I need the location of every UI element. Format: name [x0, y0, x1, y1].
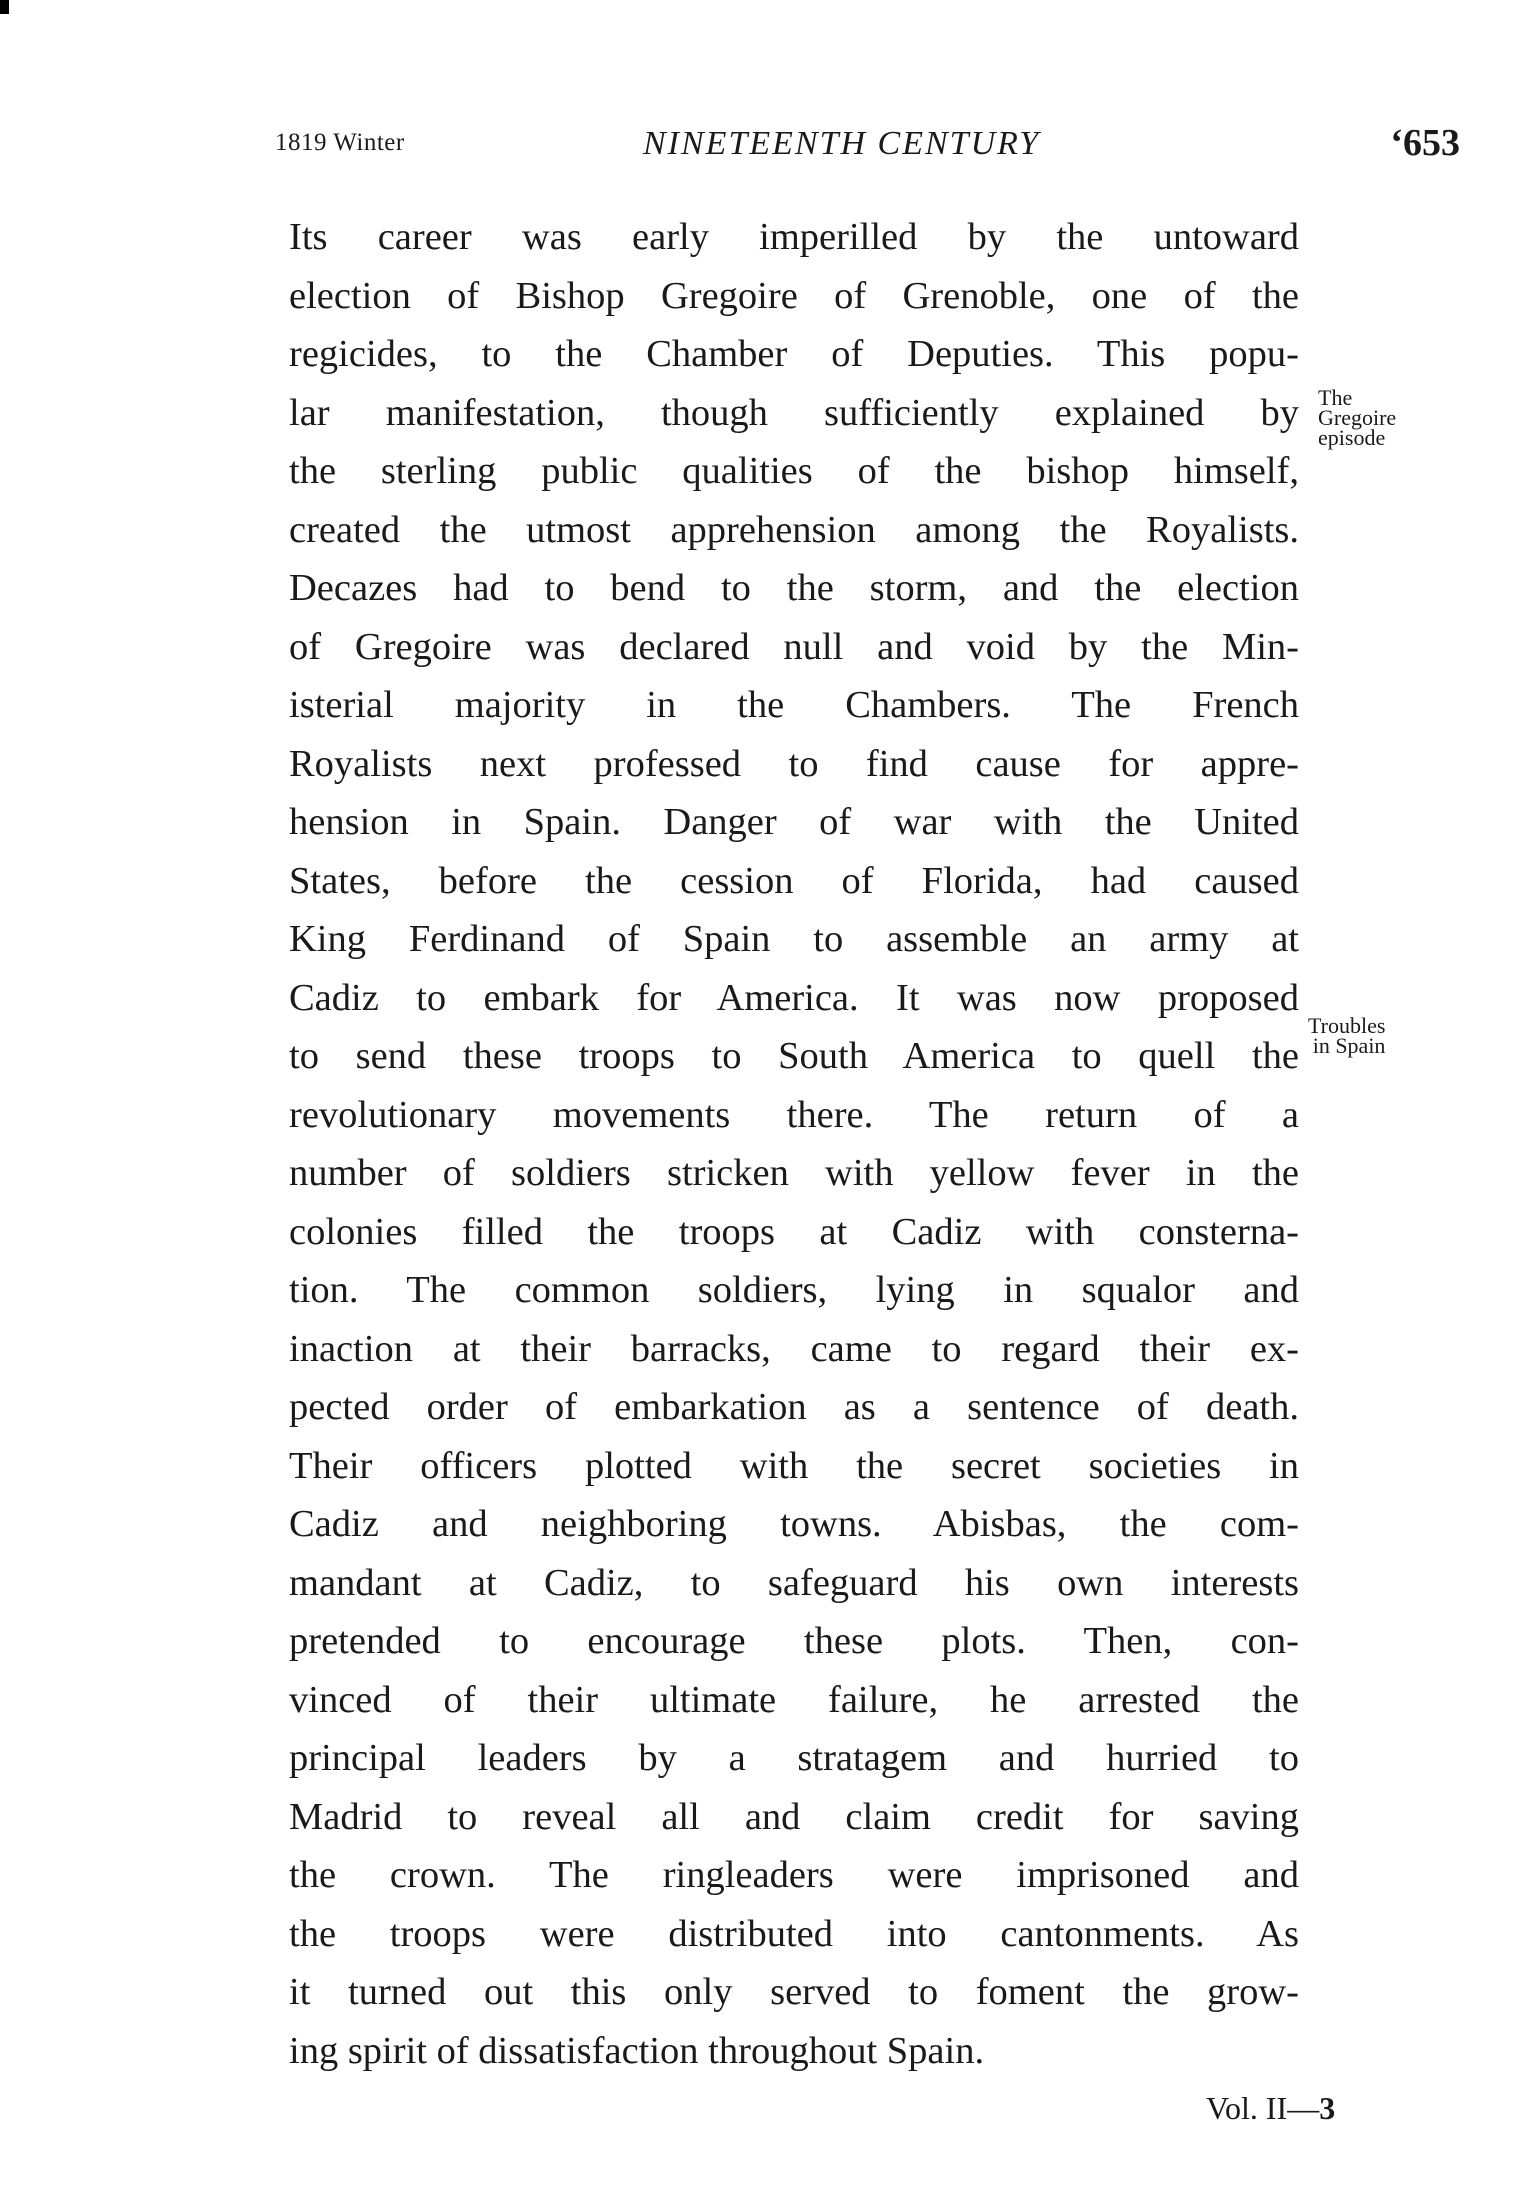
text-line: the troops were distributed into cantonments. As: [289, 1912, 1299, 1955]
signature-number: 3: [1319, 2090, 1336, 2126]
text-line: isterial majority in the Chambers. The French: [289, 684, 1299, 726]
margin-note-line: The: [1318, 385, 1353, 410]
text-line: Royalists next professed to find cause for appre-: [289, 742, 1299, 785]
text-line: to send these troops to South America to quell the: [289, 1035, 1299, 1077]
text-line: Cadiz to embark for America. It was now proposed: [289, 976, 1299, 1019]
text-line: King Ferdinand of Spain to assemble an army at: [289, 918, 1299, 960]
text-line: mandant at Cadiz, to safeguard his own interests: [289, 1561, 1299, 1604]
text-line: of Gregoire was declared null and void by the Min-: [289, 625, 1299, 668]
text-line: revolutionary movements there. The return of a: [289, 1093, 1299, 1136]
text-line: tion. The common soldiers, lying in squalor and: [289, 1269, 1299, 1311]
header-date: 1819 Winter: [275, 129, 405, 156]
margin-note-troubles: [1308, 1013, 1386, 1058]
page-number-value: 653: [1403, 122, 1460, 164]
text-line: Madrid to reveal all and claim credit for saving: [289, 1795, 1299, 1838]
body-text: [289, 208, 1299, 2080]
text-line: principal leaders by a stratagem and hurried to: [289, 1737, 1299, 1779]
text-line: pretended to encourage these plots. Then, con-: [289, 1620, 1299, 1662]
text-line: election of Bishop Gregoire of Grenoble, one of the: [289, 274, 1299, 317]
text-line: the crown. The ringleaders were imprisoned and: [289, 1854, 1299, 1896]
edge-mark: [0, 0, 9, 14]
text-line: Their officers plotted with the secret societies in: [289, 1444, 1299, 1487]
text-line: vinced of their ultimate failure, he arrested the: [289, 1678, 1299, 1721]
margin-note-line: episode: [1318, 425, 1386, 450]
page-number: ‘653: [1390, 122, 1460, 164]
margin-note-gregoire: [1318, 385, 1397, 450]
text-line: ing spirit of dissatisfaction throughout Spain.: [289, 2029, 985, 2072]
text-line: pected order of embarkation as a sentence of death.: [289, 1386, 1299, 1428]
text-line: hension in Spain. Danger of war with the United: [289, 801, 1299, 843]
text-line: number of soldiers stricken with yellow fever in the: [289, 1152, 1299, 1194]
text-line: it turned out this only served to foment the grow-: [289, 1971, 1299, 2013]
text-line: States, before the cession of Florida, had caused: [289, 859, 1299, 902]
text-line: colonies filled the troops at Cadiz with consterna-: [289, 1210, 1299, 1253]
text-line: inaction at their barracks, came to regard their ex-: [289, 1327, 1299, 1370]
margin-note-line: Gregoire: [1318, 405, 1397, 430]
header-title: NINETEENTH CENTURY: [643, 125, 1041, 162]
text-line: lar manifestation, though sufficiently explained by: [289, 391, 1299, 434]
margin-note-line: Troubles: [1308, 1013, 1386, 1038]
text-line: Its career was early imperilled by the untoward: [289, 216, 1299, 258]
volume-label: Vol. II: [1206, 2090, 1288, 2126]
margin-note-line: in Spain: [1312, 1033, 1386, 1058]
running-header: [275, 122, 1460, 175]
text-line: created the utmost apprehension among the Royalists.: [289, 508, 1299, 551]
text-line: Decazes had to bend to the storm, and the election: [289, 567, 1299, 609]
volume-signature: Vol. II—3: [1206, 2090, 1336, 2126]
text-line: the sterling public qualities of the bishop himself,: [289, 450, 1299, 492]
text-line: Cadiz and neighboring towns. Abisbas, the com-: [289, 1503, 1299, 1545]
text-line: regicides, to the Chamber of Deputies. This popu-: [289, 333, 1299, 375]
